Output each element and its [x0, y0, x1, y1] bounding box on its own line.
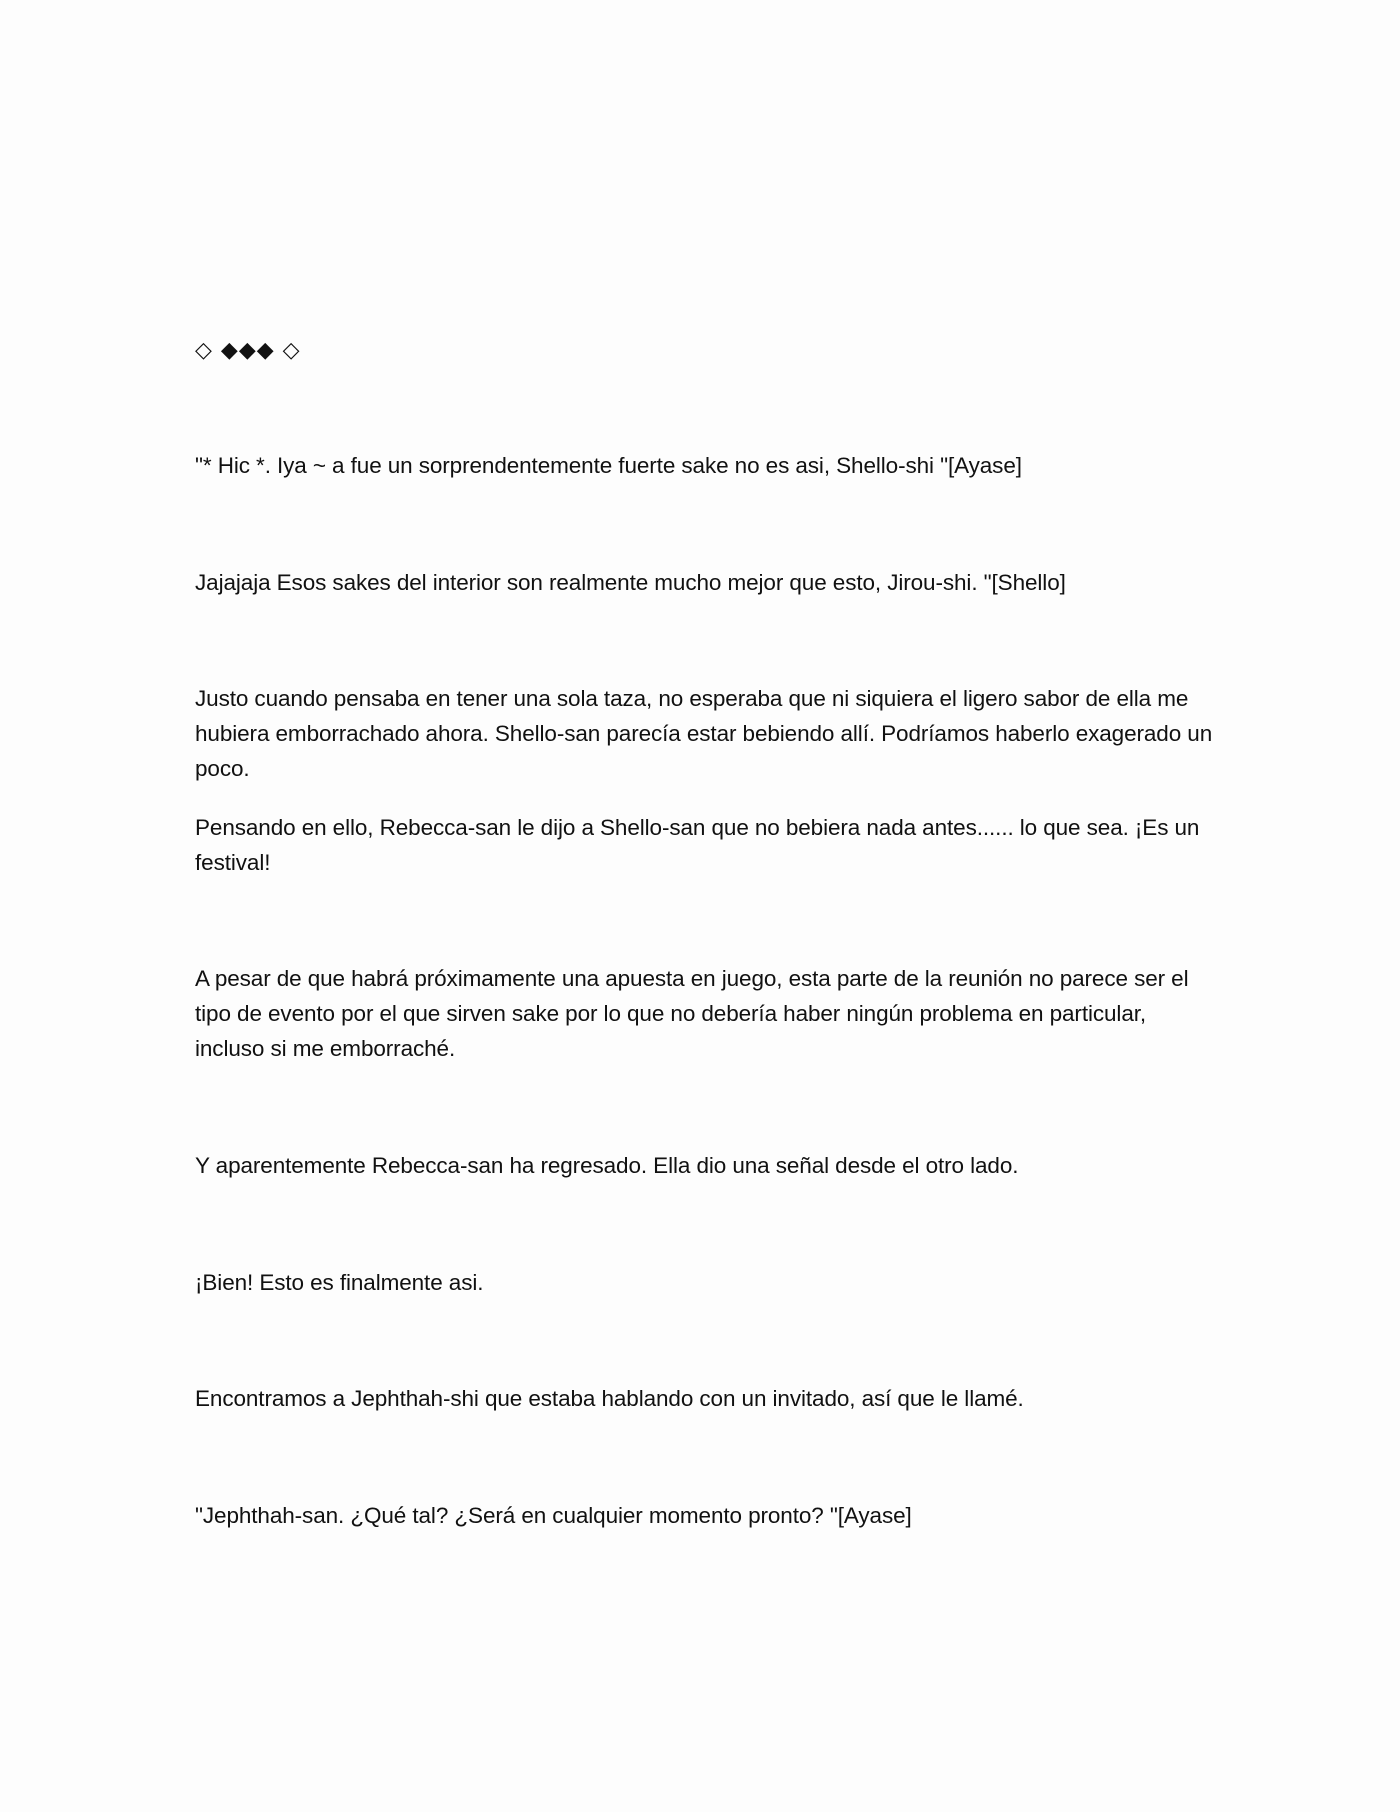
paragraph-narration-4: Y aparentemente Rebecca-san ha regresado. Ella dio una señal desde el otro lado. — [195, 1153, 1019, 1178]
paragraph-narration-5: ¡Bien! Esto es finalmente asi. — [195, 1270, 484, 1295]
paragraph-dialogue-ayase-2: "Jephthah-san. ¿Qué tal? ¿Será en cualquier momento pronto? "[Ayase] — [195, 1503, 912, 1528]
paragraph-dialogue-shello: Jajajaja Esos sakes del interior son realmente mucho mejor que esto, Jirou-shi. "[Shello] — [195, 570, 1066, 595]
paragraph-narration-2: Pensando en ello, Rebecca-san le dijo a Shello-san que no bebiera nada antes...... lo que sea. ¡Es un festival! — [195, 815, 1200, 875]
paragraph-narration-3: A pesar de que habrá próximamente una apuesta en juego, esta parte de la reunión no parece ser el tipo de evento por el que sirven sake por lo que no debería haber ningún problema en particular, incluso si me emborraché. — [195, 966, 1189, 1061]
scene-break-divider: ◇ ◆◆◆ ◇ — [195, 338, 301, 363]
paragraph-dialogue-ayase: "* Hic *. Iya ~ a fue un sorprendentemente fuerte sake no es asi, Shello-shi "[Ayase] — [195, 453, 1022, 478]
paragraph-narration-6: Encontramos a Jephthah-shi que estaba hablando con un invitado, así que le llamé. — [195, 1386, 1024, 1411]
paragraph-narration-1: Justo cuando pensaba en tener una sola taza, no esperaba que ni siquiera el ligero sabor de ella me hubiera emborrachado ahora. Shello-san parecía estar bebiendo allí. Podríamos haberlo exagerado un poco. — [195, 686, 1213, 781]
